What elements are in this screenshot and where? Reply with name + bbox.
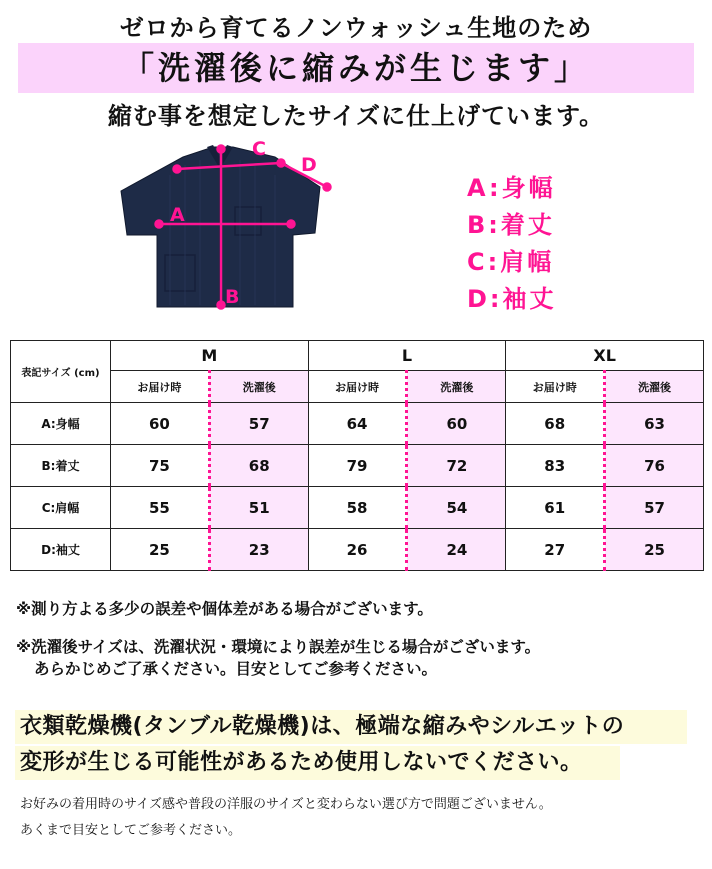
cell-value: 58: [308, 487, 407, 529]
size-header-row: [11, 341, 704, 371]
measure-label-b: B: [225, 286, 240, 308]
cell-value: 60: [111, 403, 210, 445]
cell-value: 68: [209, 445, 308, 487]
cell-value: 51: [209, 487, 308, 529]
size-header-xl: XL: [506, 341, 704, 371]
banner-title: 「洗濯後に縮みが生じます」: [121, 49, 590, 87]
corner-label: 表記サイズ (cm): [11, 341, 111, 403]
row-label: B:着丈: [11, 445, 111, 487]
sub-header-before: お届け時: [506, 371, 605, 403]
cell-value: 23: [209, 529, 308, 571]
legend-item-b: B:着丈: [467, 211, 555, 239]
legend-item-a: A:身幅: [467, 174, 556, 202]
legend-item-c: C:肩幅: [467, 248, 555, 276]
measurement-legend: [467, 170, 557, 318]
cell-value: 83: [506, 445, 605, 487]
measure-label-c: C: [252, 138, 266, 160]
size-header-l: L: [308, 341, 506, 371]
cell-value: 27: [506, 529, 605, 571]
legend-item-d: D:袖丈: [467, 285, 557, 313]
cell-value: 55: [111, 487, 210, 529]
sub-header-before: お届け時: [111, 371, 210, 403]
table-row: [11, 445, 704, 487]
cell-value: 75: [111, 445, 210, 487]
sub-header-after: 洗濯後: [209, 371, 308, 403]
size-header-m: M: [111, 341, 309, 371]
table-row: [11, 487, 704, 529]
warning-line-1: 衣類乾燥機(タンブル乾燥機)は、極端な縮みやシルエットの: [20, 714, 625, 739]
cell-value: 25: [111, 529, 210, 571]
cell-value: 57: [605, 487, 704, 529]
warning-line-2: 変形が生じる可能性があるため使用しないでください。: [20, 750, 583, 775]
note-washing-line-1: ※洗濯後サイズは、洗濯状況・環境により誤差が生じる場合がございます。: [16, 638, 541, 656]
sub-header-before: お届け時: [308, 371, 407, 403]
footer-line-1: お好みの着用時のサイズ感や普段の洋服のサイズと変わらない選び方で問題ございません。: [20, 797, 552, 812]
table-row: [11, 529, 704, 571]
cell-value: 26: [308, 529, 407, 571]
note-washing-line-2: あらかじめご了承ください。目安としてご参考ください。: [34, 660, 438, 678]
cell-value: 61: [506, 487, 605, 529]
cell-value: 64: [308, 403, 407, 445]
table-row: [11, 403, 704, 445]
size-table: [10, 340, 704, 571]
header-line-1: ゼロから育てるノンウォッシュ生地のため: [119, 14, 593, 42]
row-label: D:袖丈: [11, 529, 111, 571]
note-measurement: ※測り方よる多少の誤差や個体差がある場合がございます。: [16, 600, 433, 618]
cell-value: 76: [605, 445, 704, 487]
cell-value: 72: [407, 445, 506, 487]
cell-value: 60: [407, 403, 506, 445]
cell-value: 25: [605, 529, 704, 571]
measure-label-a: A: [170, 204, 185, 226]
header-line-3: 縮む事を想定したサイズに仕上げています。: [107, 102, 605, 130]
sub-header-row: [11, 371, 704, 403]
shirt-measurement-diagram: [115, 135, 345, 315]
sub-header-after: 洗濯後: [407, 371, 506, 403]
row-label: A:身幅: [11, 403, 111, 445]
cell-value: 57: [209, 403, 308, 445]
cell-value: 24: [407, 529, 506, 571]
cell-value: 54: [407, 487, 506, 529]
row-label: C:肩幅: [11, 487, 111, 529]
footer-line-2: あくまで目安としてご参考ください。: [20, 823, 242, 838]
cell-value: 63: [605, 403, 704, 445]
cell-value: 68: [506, 403, 605, 445]
sub-header-after: 洗濯後: [605, 371, 704, 403]
measure-label-d: D: [301, 154, 317, 176]
cell-value: 79: [308, 445, 407, 487]
